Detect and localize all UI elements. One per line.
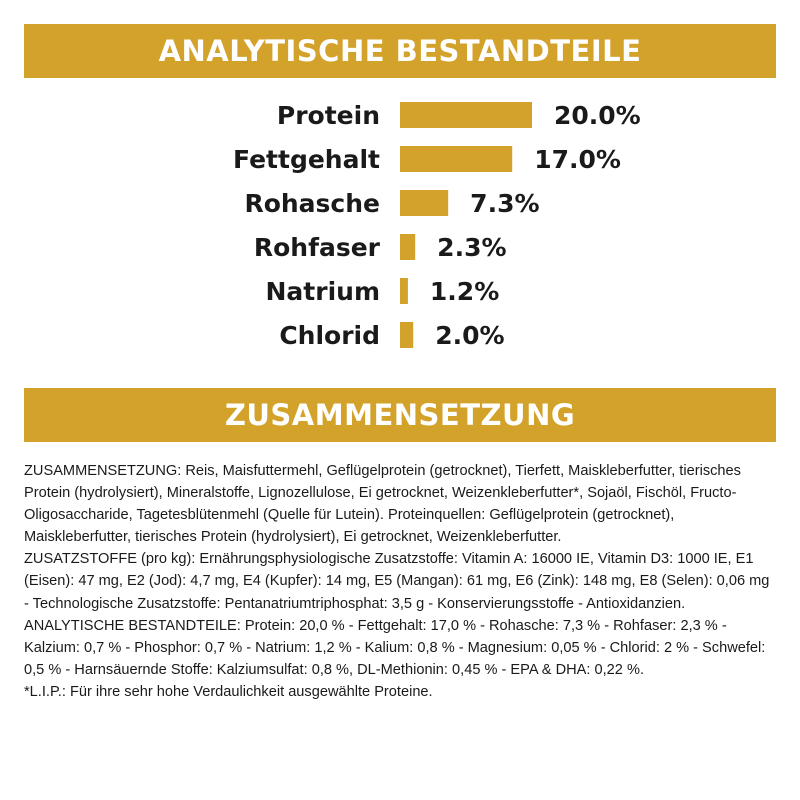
- composition-header-title: ZUSAMMENSETZUNG: [224, 398, 576, 432]
- bar: [400, 102, 532, 128]
- value-label: 20.0%: [554, 101, 641, 130]
- category-label: Fettgehalt: [233, 145, 380, 174]
- category-label: Natrium: [265, 277, 380, 306]
- composition-paragraph-footnote: *L.I.P.: Für ihre sehr hohe Verdaulichkeit ausgewählte Proteine.: [24, 683, 433, 700]
- composition-text-block: [24, 460, 776, 703]
- bar: [400, 322, 413, 348]
- composition-paragraph-analytics: ANALYTISCHE BESTANDTEILE: Protein: 20,0 % - Fettgehalt: 17,0 % - Rohasche: 7,3 % - Rohfaser: 2,3 % - Kalzium: 0,7 % - Phosphor: 0,7 % - Natrium: 1,2 % - Kalium: 0,8 % - Magnesium: 0,05 % - Chlorid: 2 % - Schwefel: 0,5 % - Harnsäuernde Stoffe: Kalziumsulfat: 0,8 %, DL-Methionin: 0,45 % - EPA & DHA: 0,22 %.: [24, 617, 766, 678]
- value-label: 2.3%: [437, 233, 507, 262]
- category-label: Protein: [276, 101, 380, 130]
- composition-paragraph-ingredients: ZUSAMMENSETZUNG: Reis, Maisfuttermehl, Geflügelprotein (getrocknet), Tierfett, Maiskleberfutter, tierisches Protein (hydrolysiert), Mineralstoffe, Lignozellulose, Ei getrocknet, Weizenkleberfutter*, Sojaöl, Fischöl, Fructo-Oligosaccharide, Tagetesblütenmehl (Quelle für Lutein). Proteinquellen: Geflügelprotein (getrocknet), Maiskleberfutter, tierisches Protein (hydrolysiert), Ei getrocknet, Weizenkleberfutter.: [24, 463, 741, 546]
- analytics-header-banner: [24, 24, 776, 78]
- composition-paragraph-additives: ZUSATZSTOFFE (pro kg): Ernährungsphysiologische Zusatzstoffe: Vitamin A: 16000 IE, Vitamin D3: 1000 IE, E1 (Eisen): 47 mg, E2 (Jod): 4,7 mg, E4 (Kupfer): 14 mg, E5 (Mangan): 61 mg, E6 (Zink): 148 mg, E8 (Selen): 0,06 mg - Technologische Zusatzstoffe: Pentanatriumtriphosphat: 3,5 g - Konservierungsstoffe - Antioxidanzien.: [24, 551, 770, 612]
- bar: [400, 146, 512, 172]
- value-label: 1.2%: [429, 277, 500, 306]
- composition-header-banner: [24, 388, 776, 442]
- value-label: 2.0%: [435, 321, 505, 350]
- category-label: Chlorid: [279, 321, 380, 350]
- analytics-header-title: ANALYTISCHE BESTANDTEILE: [158, 34, 642, 68]
- value-label: 7.3%: [470, 189, 540, 218]
- bar: [400, 190, 448, 216]
- bar: [400, 278, 408, 304]
- bar: [400, 234, 415, 260]
- category-label: Rohasche: [244, 189, 380, 218]
- value-label: 17.0%: [534, 145, 621, 174]
- category-label: Rohfaser: [253, 233, 380, 262]
- nutrient-bar-chart: [0, 92, 800, 372]
